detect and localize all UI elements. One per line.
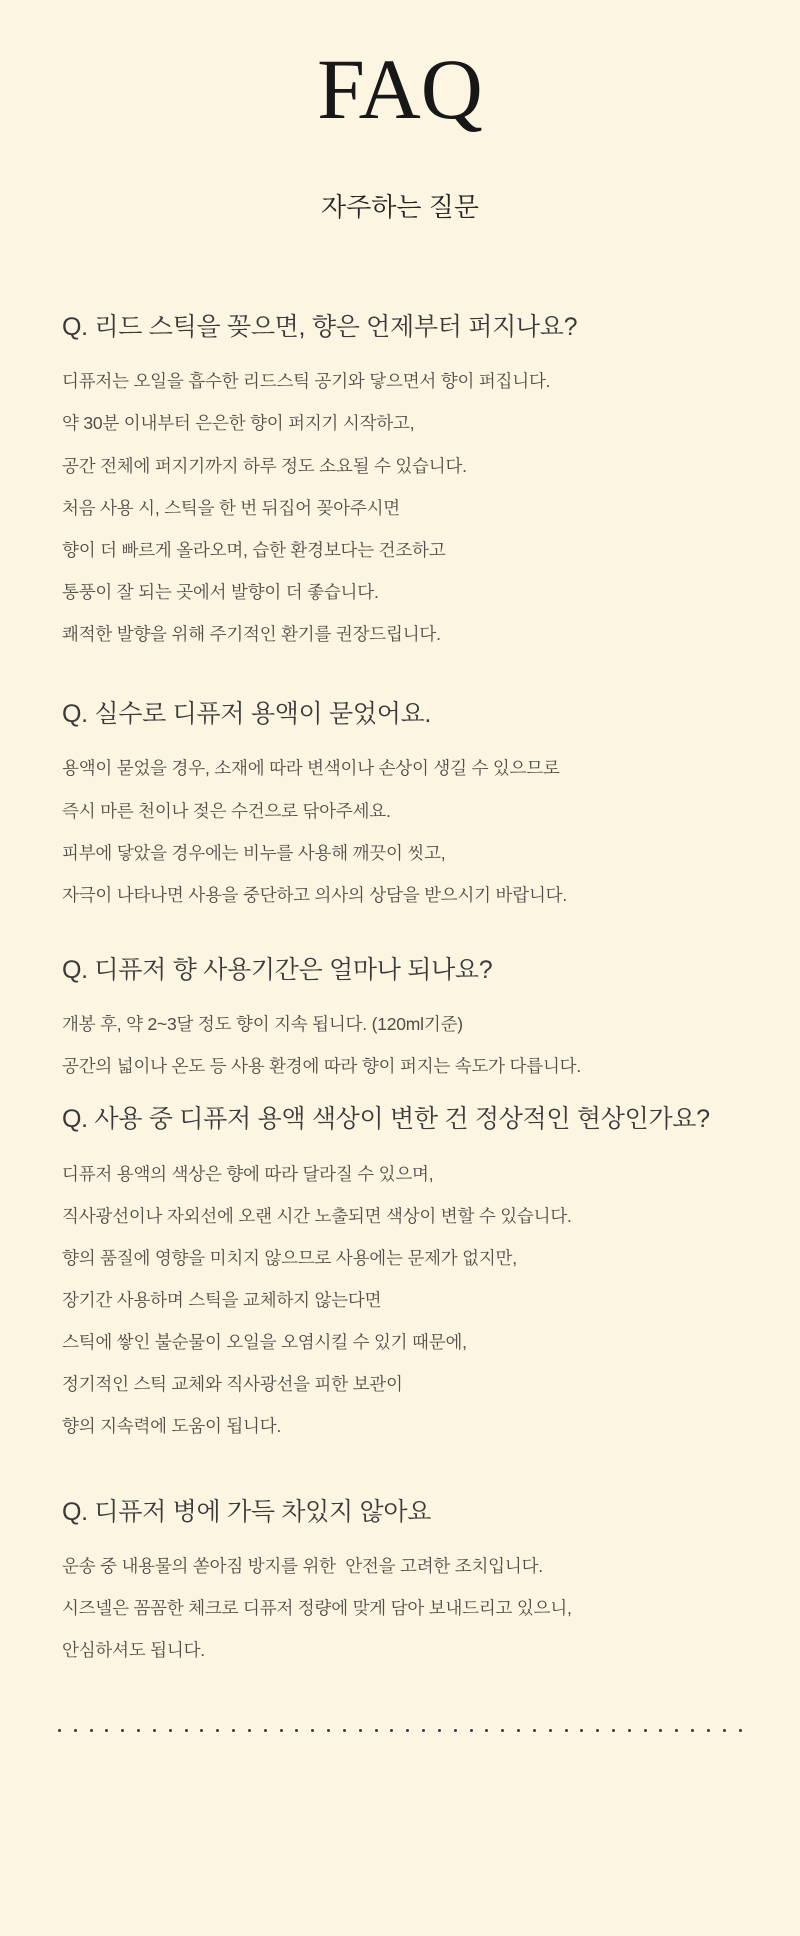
dotted-divider xyxy=(58,1728,742,1732)
divider-dot xyxy=(280,1729,283,1732)
divider-dot xyxy=(422,1729,425,1732)
divider-dot xyxy=(359,1729,362,1732)
faq-question: Q. 디퓨저 병에 가득 차있지 않아요 xyxy=(62,1497,432,1526)
divider-dot xyxy=(105,1729,108,1732)
divider-dot xyxy=(517,1729,520,1732)
faq-answer-line: 피부에 닿았을 경우에는 비누를 사용해 깨끗이 씻고, xyxy=(62,842,446,863)
divider-dot xyxy=(264,1729,267,1732)
divider-dot xyxy=(74,1729,77,1732)
divider-dot xyxy=(311,1729,314,1732)
divider-dot xyxy=(200,1729,203,1732)
faq-list xyxy=(0,312,800,1660)
divider-dot xyxy=(691,1729,694,1732)
divider-dot xyxy=(438,1729,441,1732)
divider-dot xyxy=(454,1729,457,1732)
faq-item xyxy=(62,699,744,905)
divider-dot xyxy=(596,1729,599,1732)
faq-answer-line: 디퓨저 용액의 색상은 향에 따라 달라질 수 있으며, xyxy=(62,1163,434,1184)
faq-answer-line: 공간 전체에 퍼지기까지 하루 정도 소요될 수 있습니다. xyxy=(62,455,467,476)
faq-answer-line: 안심하셔도 됩니다. xyxy=(62,1640,205,1660)
faq-answer-line: 용액이 묻었을 경우, 소재에 따라 변색이나 손상이 생길 수 있으므로 xyxy=(62,758,560,779)
divider-dot xyxy=(707,1729,710,1732)
faq-answer-line: 개봉 후, 약 2~3달 정도 향이 지속 됩니다. (120ml기준) xyxy=(62,1014,463,1035)
divider-dot xyxy=(659,1729,662,1732)
divider-dot xyxy=(375,1729,378,1732)
faq-answer-line: 향의 지속력에 도움이 됩니다. xyxy=(62,1416,282,1437)
divider-dot xyxy=(485,1729,488,1732)
faq-answer-line: 정기적인 스틱 교체와 직사광선을 피한 보관이 xyxy=(62,1374,403,1395)
faq-page xyxy=(0,41,800,1732)
faq-answer-line: 향이 더 빠르게 올라오며, 습한 환경보다는 건조하고 xyxy=(62,539,446,560)
faq-answer-line: 통풍이 잘 되는 곳에서 발향이 더 좋습니다. xyxy=(62,581,379,602)
divider-dot xyxy=(612,1729,615,1732)
faq-question: Q. 리드 스틱을 꽂으면, 향은 언제부터 퍼지나요? xyxy=(62,313,578,341)
faq-question: Q. 사용 중 디퓨저 용액 색상이 변한 건 정상적인 현상인가요? xyxy=(62,1105,710,1134)
divider-dot xyxy=(470,1729,473,1732)
divider-dot xyxy=(644,1729,647,1732)
faq-item xyxy=(62,1104,744,1436)
faq-answer-line: 시즈넬은 꼼꼼한 체크로 디퓨저 정량에 맞게 담아 보내드리고 있으니, xyxy=(62,1597,572,1618)
faq-item xyxy=(62,1497,744,1661)
divider-dot xyxy=(90,1729,93,1732)
faq-answer-line: 장기간 사용하며 스틱을 교체하지 않는다면 xyxy=(62,1290,382,1310)
divider-dot xyxy=(533,1729,536,1732)
divider-dot xyxy=(580,1729,583,1732)
faq-answer-line: 직사광선이나 자외선에 오랜 시간 노출되면 색상이 변할 수 있습니다. xyxy=(62,1205,572,1226)
divider-dot xyxy=(137,1729,140,1732)
faq-answer-line: 약 30분 이내부터 은은한 향이 퍼지기 시작하고, xyxy=(62,413,415,434)
divider-dot xyxy=(327,1729,330,1732)
divider-dot xyxy=(549,1729,552,1732)
divider-dot xyxy=(406,1729,409,1732)
page-subtitle: 자주하는 질문 xyxy=(321,192,479,222)
divider-dot xyxy=(390,1729,393,1732)
faq-answer-line: 디퓨저는 오일을 흡수한 리드스틱 공기와 닿으면서 향이 퍼집니다. xyxy=(62,371,551,392)
page-title: FAQ xyxy=(317,41,483,137)
divider-dot xyxy=(185,1729,188,1732)
faq-answer-line: 스틱에 쌓인 불순물이 오일을 오염시킬 수 있기 때문에, xyxy=(62,1332,467,1353)
faq-answer-line: 향의 품질에 영향을 미치지 않으므로 사용에는 문제가 없지만, xyxy=(62,1247,517,1268)
divider-dot xyxy=(675,1729,678,1732)
faq-item xyxy=(62,312,744,644)
faq-answer-line: 운송 중 내용물의 쏟아짐 방지를 위한 안전을 고려한 조치입니다. xyxy=(62,1555,543,1576)
divider-dot xyxy=(739,1729,742,1732)
divider-dot xyxy=(628,1729,631,1732)
divider-dot xyxy=(343,1729,346,1732)
divider-dot xyxy=(216,1729,219,1732)
faq-answer-line: 처음 사용 시, 스틱을 한 번 뒤집어 꽂아주시면 xyxy=(62,497,400,518)
faq-answer-line: 즉시 마른 천이나 젖은 수건으로 닦아주세요. xyxy=(62,800,391,821)
divider-dot xyxy=(501,1729,504,1732)
divider-dot xyxy=(232,1729,235,1732)
divider-dot xyxy=(153,1729,156,1732)
divider-dot xyxy=(295,1729,298,1732)
divider-dot xyxy=(723,1729,726,1732)
divider-dot xyxy=(121,1729,124,1732)
divider-dot xyxy=(58,1729,61,1732)
faq-answer-line: 자극이 나타나면 사용을 중단하고 의사의 상담을 받으시기 바랍니다. xyxy=(62,884,568,905)
divider-dot xyxy=(565,1729,568,1732)
faq-question: Q. 실수로 디퓨저 용액이 묻었어요. xyxy=(62,700,432,729)
divider-dot xyxy=(169,1729,172,1732)
divider-dot xyxy=(248,1729,251,1732)
faq-item xyxy=(62,955,744,1077)
faq-answer-line: 공간의 넓이나 온도 등 사용 환경에 따라 향이 퍼지는 속도가 다릅니다. xyxy=(62,1056,582,1077)
faq-answer-line: 쾌적한 발향을 위해 주기적인 환기를 권장드립니다. xyxy=(62,624,441,644)
faq-question: Q. 디퓨저 향 사용기간은 얼마나 되나요? xyxy=(62,955,493,984)
